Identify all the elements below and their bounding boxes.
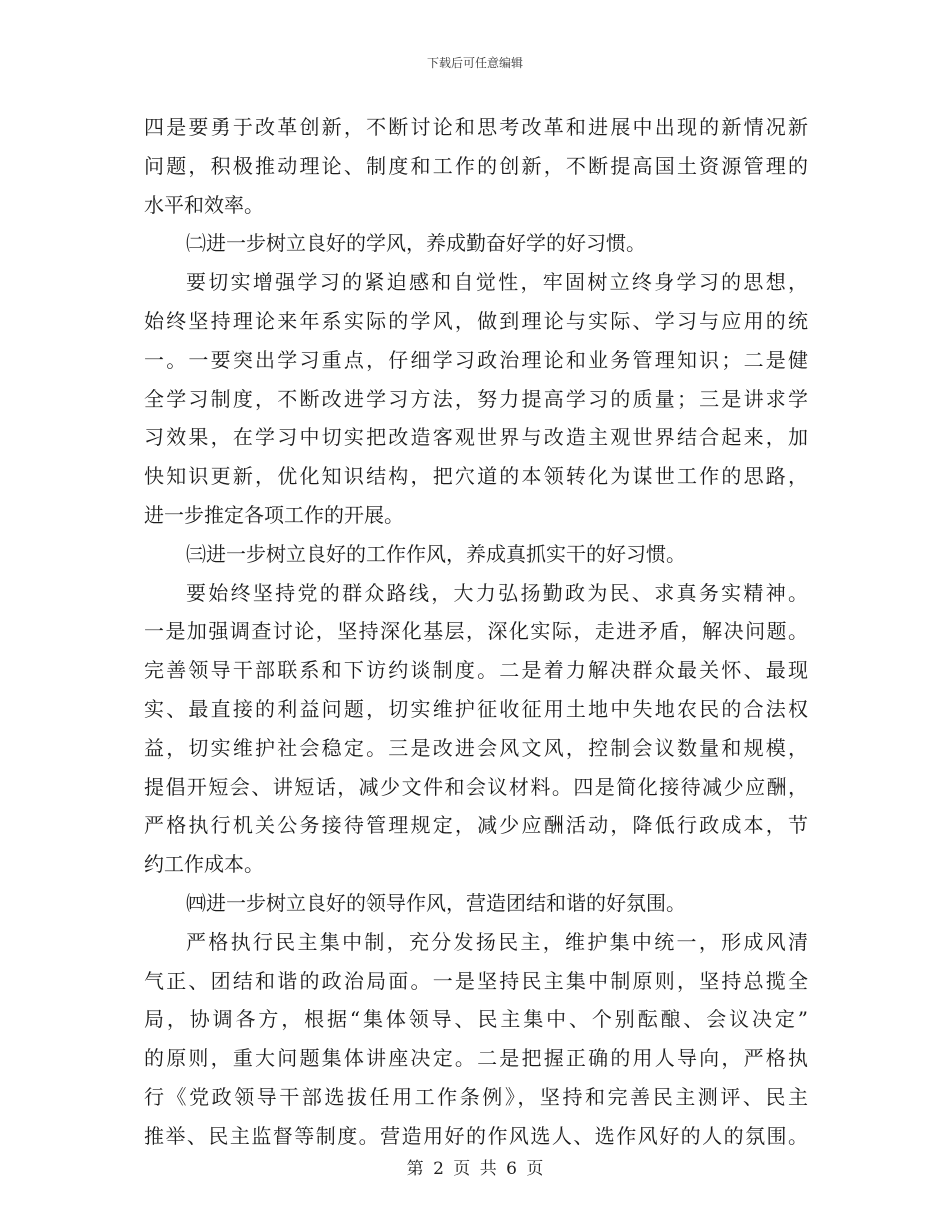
text-line: 水平和效率。 (144, 192, 264, 217)
text-line: 益，切实维护社会稳定。三是改进会风文风，控制会议数量和规模， (144, 735, 808, 760)
page-footer: 第 2 页 共 6 页 (406, 1159, 544, 1179)
text-line: 全学习制度，不断改进学习方法，努力提高学习的质量；三是讲求学 (144, 386, 808, 411)
text-line: 提倡开短会、讲短话，减少文件和会议材料。四是简化接待减少应酬， (144, 774, 808, 799)
text-line: 要切实增强学习的紧迫感和自觉性，牢固树立终身学习的思想， (186, 270, 808, 295)
text-line: 进一步推定各项工作的开展。 (144, 502, 404, 527)
text-line: 的原则，重大问题集体讲座决定。二是把握正确的用人导向，严格执 (144, 1046, 808, 1071)
text-line: 严格执行民主集中制，充分发扬民主，维护集中统一，形成风清 (186, 929, 808, 954)
text-line: 严格执行机关公务接待管理规定，减少应酬活动，降低行政成本，节 (144, 813, 808, 838)
text-line: 气正、团结和谐的政治局面。一是坚持民主集中制原则，坚持总揽全 (144, 968, 808, 993)
document-body (144, 108, 808, 1156)
text-line: 一。一要突出学习重点，仔细学习政治理论和业务管理知识；二是健 (144, 347, 808, 372)
text-line: 推举、民主监督等制度。营造用好的作风选人、选作风好的人的氛围。 (144, 1123, 808, 1148)
text-line: ㈣进一步树立良好的领导作风，营造团结和谐的好氛围。 (186, 890, 686, 915)
text-line: 四是要勇于改革创新，不断讨论和思考改革和进展中出现的新情况新 (144, 115, 808, 139)
text-line: 快知识更新，优化知识结构，把穴道的本领转化为谋世工作的思路， (144, 464, 808, 489)
text-line: 问题，积极推动理论、制度和工作的创新，不断提高国土资源管理的 (144, 153, 808, 178)
text-line: 始终坚持理论来年系实际的学风，做到理论与实际、学习与应用的统 (144, 308, 808, 333)
page-header: 下载后可任意编辑 (426, 56, 523, 70)
text-line: 约工作成本。 (144, 852, 264, 877)
text-line: ㈢进一步树立良好的工作作风，养成真抓实干的好习惯。 (186, 541, 686, 566)
text-line: 习效果，在学习中切实把改造客观世界与改造主观世界结合起来，加 (144, 425, 808, 450)
text-line: 实、最直接的利益问题，切实维护征收征用土地中失地农民的合法权 (144, 696, 808, 721)
text-line: 完善领导干部联系和下访约谈制度。二是着力解决群众最关怀、最现 (144, 658, 808, 683)
text-line: 行《党政领导干部选拔任用工作条例》，坚持和完善民主测评、民主 (144, 1084, 808, 1109)
text-line: ㈡进一步树立良好的学风，养成勤奋好学的好习惯。 (186, 231, 646, 256)
text-line: 要始终坚持党的群众路线，大力弘扬勤政为民、求真务实精神。 (186, 580, 808, 605)
text-line: 一是加强调查讨论，坚持深化基层，深化实际，走进矛盾，解决问题。 (144, 619, 808, 644)
text-line: 局，协调各方，根据“集体领导、民主集中、个别酝酿、会议决定” (144, 1007, 808, 1032)
